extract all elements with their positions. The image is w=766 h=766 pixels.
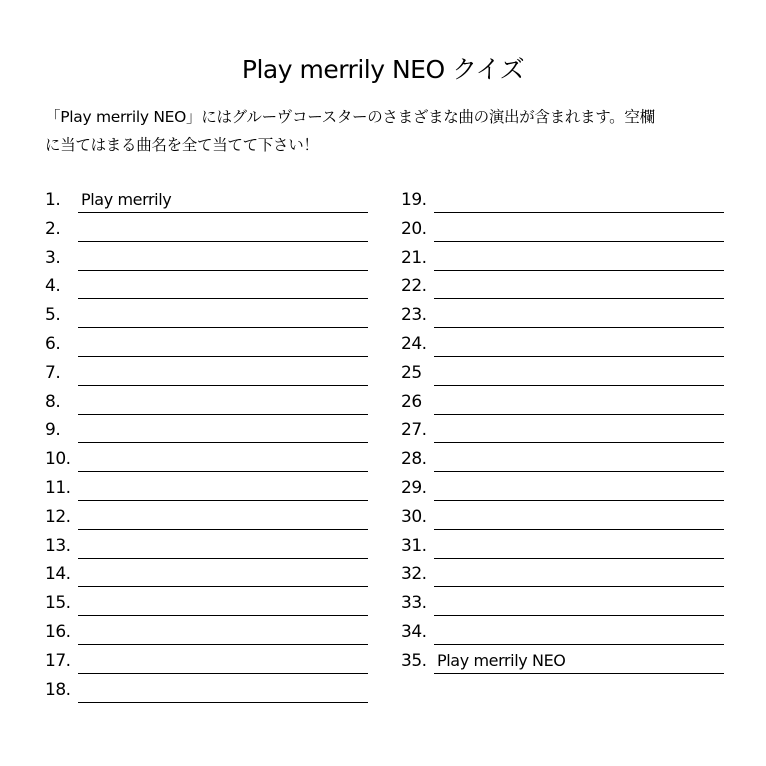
answer-row	[45, 618, 375, 647]
answer-text: Play merrily	[81, 190, 172, 209]
answer-row	[45, 589, 375, 618]
answer-row	[401, 589, 731, 618]
question-number: 14.	[45, 564, 71, 585]
answer-row	[401, 647, 731, 676]
answer-blank[interactable]	[78, 416, 368, 443]
answer-blank[interactable]	[434, 503, 724, 530]
answer-row	[401, 244, 731, 273]
question-number: 32.	[401, 564, 427, 585]
answer-blank[interactable]	[434, 560, 724, 587]
answer-blank[interactable]	[434, 647, 724, 674]
question-number: 26	[401, 391, 422, 412]
answer-blank[interactable]	[434, 272, 724, 299]
answer-blank[interactable]	[78, 330, 368, 357]
question-number: 12.	[45, 506, 71, 527]
answer-blank[interactable]	[78, 589, 368, 616]
answer-blank[interactable]	[434, 416, 724, 443]
answer-blank[interactable]	[434, 186, 724, 213]
answer-row	[401, 215, 731, 244]
question-number: 16.	[45, 621, 71, 642]
answer-blank[interactable]	[78, 647, 368, 674]
instructions-line-2: に当てはまる曲名を全て当てて下さい！	[45, 136, 319, 154]
answer-row	[401, 272, 731, 301]
answer-blank[interactable]	[78, 503, 368, 530]
answer-blank[interactable]	[78, 215, 368, 242]
question-number: 19.	[401, 190, 427, 210]
answer-text: Play merrily NEO	[437, 650, 566, 670]
answer-blank[interactable]	[434, 215, 724, 242]
question-number: 33.	[401, 593, 427, 614]
answer-row	[401, 186, 731, 215]
question-number: 15.	[45, 593, 71, 614]
question-number: 31.	[401, 535, 427, 556]
question-number: 11.	[45, 477, 71, 498]
question-number: 5.	[45, 305, 61, 326]
answer-blank[interactable]	[78, 359, 368, 386]
answer-blank[interactable]	[78, 388, 368, 415]
answer-blank[interactable]	[434, 474, 724, 501]
answer-row	[401, 474, 731, 503]
question-number: 1.	[45, 190, 61, 210]
answer-blank[interactable]	[434, 445, 724, 472]
question-number: 23.	[401, 305, 427, 326]
answer-row	[45, 186, 375, 215]
answer-row	[401, 532, 731, 561]
answer-list-left	[45, 186, 375, 704]
question-number: 35.	[401, 650, 427, 671]
question-number: 29.	[401, 477, 427, 498]
answer-blank[interactable]	[78, 560, 368, 587]
answer-row	[45, 503, 375, 532]
answer-blank[interactable]	[78, 618, 368, 645]
question-number: 13.	[45, 535, 71, 556]
answer-blank[interactable]	[434, 618, 724, 645]
answer-blank[interactable]	[434, 589, 724, 616]
answer-row	[401, 618, 731, 647]
answer-row	[401, 330, 731, 359]
question-number: 2.	[45, 218, 61, 239]
question-number: 4.	[45, 276, 61, 297]
question-number: 30.	[401, 506, 427, 527]
answer-blank[interactable]	[78, 445, 368, 472]
page-title: Play merrily NEO クイズ	[241, 55, 525, 84]
answer-blank[interactable]	[434, 359, 724, 386]
answer-row	[401, 560, 731, 589]
question-number: 28.	[401, 449, 427, 470]
answer-blank[interactable]	[78, 301, 368, 328]
answer-blank[interactable]	[434, 301, 724, 328]
question-number: 6.	[45, 333, 61, 354]
answer-blank[interactable]	[434, 330, 724, 357]
answer-blank[interactable]	[78, 186, 368, 213]
question-number: 34.	[401, 621, 427, 642]
answer-row	[401, 388, 731, 417]
question-number: 20.	[401, 218, 427, 239]
answer-blank[interactable]	[78, 676, 368, 703]
instructions	[45, 103, 735, 159]
answer-row	[45, 416, 375, 445]
answer-row	[45, 388, 375, 417]
question-number: 24.	[401, 333, 427, 354]
answer-row	[45, 359, 375, 388]
question-number: 22.	[401, 276, 427, 297]
answer-row	[45, 301, 375, 330]
answer-row	[45, 560, 375, 589]
question-number: 8.	[45, 391, 61, 412]
answer-blank[interactable]	[434, 244, 724, 271]
question-number: 7.	[45, 362, 61, 383]
instructions-line-1: 「Play merrily NEO」にはグルーヴコースターのさまざまな曲の演出が含まれます。空欄	[45, 108, 655, 126]
answer-row	[45, 647, 375, 676]
answer-blank[interactable]	[78, 244, 368, 271]
answer-row	[45, 272, 375, 301]
answer-row	[45, 244, 375, 273]
answer-row	[401, 359, 731, 388]
question-number: 18.	[45, 679, 71, 700]
answer-row	[45, 676, 375, 705]
answer-blank[interactable]	[78, 474, 368, 501]
answer-row	[401, 503, 731, 532]
answer-list-right	[401, 186, 731, 676]
question-number: 9.	[45, 420, 61, 441]
answer-row	[45, 445, 375, 474]
answer-blank[interactable]	[78, 272, 368, 299]
answer-blank[interactable]	[78, 532, 368, 559]
question-number: 10.	[45, 449, 71, 470]
answer-row	[45, 215, 375, 244]
question-number: 21.	[401, 247, 427, 268]
answer-row	[45, 330, 375, 359]
answer-row	[401, 301, 731, 330]
answer-row	[401, 416, 731, 445]
question-number: 17.	[45, 650, 71, 671]
answer-blank[interactable]	[434, 388, 724, 415]
answer-row	[45, 532, 375, 561]
answer-row	[45, 474, 375, 503]
question-number: 3.	[45, 247, 61, 268]
question-number: 25	[401, 362, 422, 383]
answer-row	[401, 445, 731, 474]
answer-blank[interactable]	[434, 532, 724, 559]
question-number: 27.	[401, 420, 427, 441]
